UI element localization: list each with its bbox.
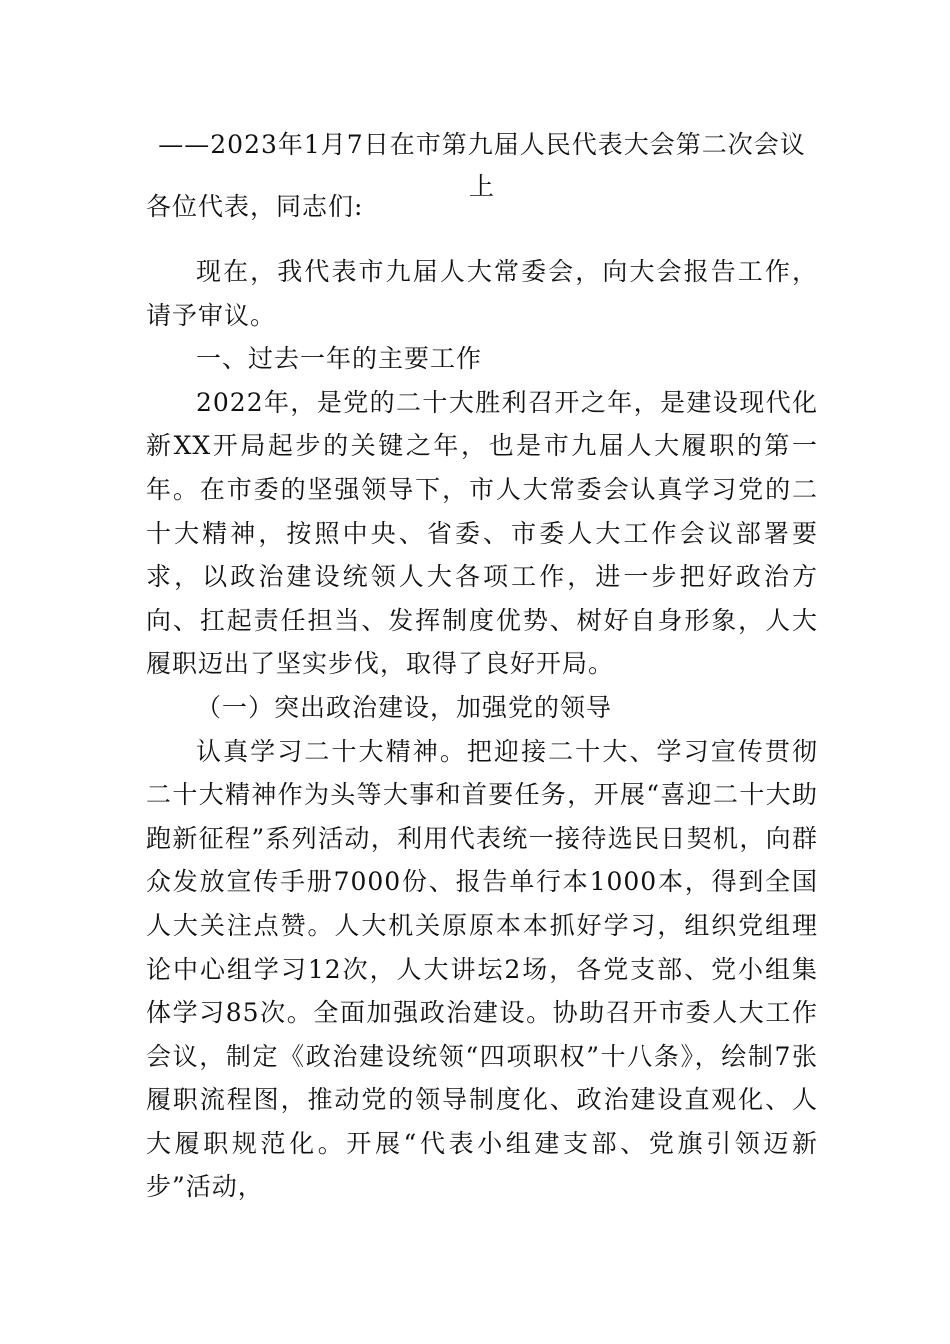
speech-subtitle: ——2023年1月7日在市第九届人民代表大会第二次会议上 [158,130,806,201]
document-body [146,250,818,1209]
subsection-heading-1: （一）突出政治建设，加强党的领导 [196,692,613,722]
subsection-paragraph-1: 认真学习二十大精神。把迎接二十大、学习宣传贯彻二十大精神作为头等大事和首要任务，开展“喜迎二十大助跑新征程”系列活动，利用代表统一接待选民日契机，向群众发放宣传手册7000份、报告单行本1000本，得到全国人大关注点赞。人大机关原原本本抓好学习，组织党组理论中心组学习12次，人大讲坛2场，各党支部、党小组集体学习85次。全面加强政治建设。协助召开市委人大工作会议，制定《政治建设统领“四项职权”十八条》，绘制7张履职流程图，推动党的领导制度化、政治建设直观化、人大履职规范化。开展“代表小组建支部、党旗引领迈新步”活动， [146,736,818,1202]
salutation: 各位代表，同志们: [146,192,364,221]
section-heading-1: 一、过去一年的主要工作 [196,344,483,374]
section-paragraph-1: 2022年，是党的二十大胜利召开之年，是建设现代化新XX开局起步的关键之年，也是市九届人大履职的第一年。在市委的坚强领导下，市人大常委会认真学习党的二十大精神，按照中央、省委、市委人大工作会议部署要求，以政治建设统领人大各项工作，进一步把好政治方向、扛起责任担当、发挥制度优势、树好自身形象，人大履职迈出了坚实步伐，取得了良好开局。 [146,387,818,679]
intro-paragraph: 现在，我代表市九届人大常委会，向大会报告工作，请予审议。 [146,257,818,330]
